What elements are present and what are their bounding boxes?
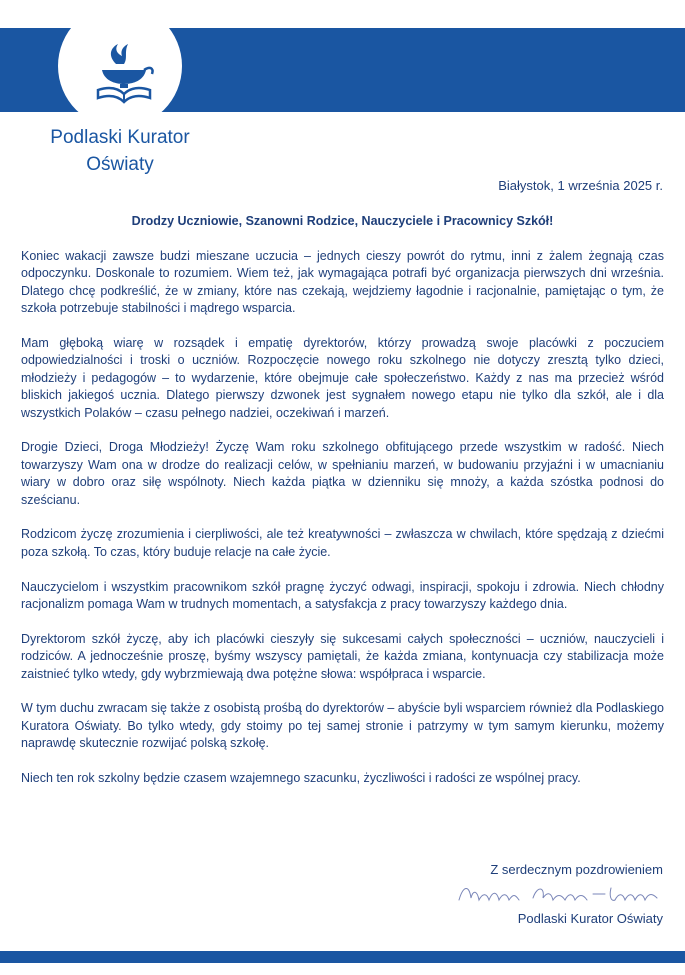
paragraph: Koniec wakacji zawsze budzi mieszane uczucia – jednych cieszy powrót do rytmu, inni z żalem żegnają czas odpoczynku. Doskonale to rozumiem. Wiem też, jak wymagająca potrafi być organizacja pierwszych dni września. Dlatego chcę podkreślić, że w zmiany, które nas czekają, wejdziemy łagodnie i racjonalnie, pamiętając o tym, że szkoła potrzebuje stabilności i mądrego wsparcia. <box>21 249 664 316</box>
logo <box>58 4 182 128</box>
letter-body <box>21 248 664 805</box>
paragraph: W tym duchu zwracam się także z osobistą prośbą do dyrektorów – abyście byli wsparciem również dla Podlaskiego Kuratora Oświaty. Bo tylko wtedy, gdy stoimy po tej samej stronie i patrzymy w tym samym kierunku, możemy naprawdę skutecznie rozwijać polską szkołę. <box>21 701 664 751</box>
paragraph: Dyrektorom szkół życzę, aby ich placówki cieszyły się sukcesami całych społeczności – uczniów, nauczycieli i rodziców. A jednocześnie proszę, byśmy wszyscy pamiętali, że każda zmiana, kontynuacja czy stabilizacja może zaistnieć tylko wtedy, gdy wybrzmiewają dwa potężne słowa: współpraca i wsparcie. <box>21 631 664 681</box>
paragraph: Drogie Dzieci, Droga Młodzieży! Życzę Wam roku szkolnego obfitującego przede wszystkim w radość. Niech towarzyszy Wam ona w drodze do realizacji celów, w spełnianiu marzeń, w budowaniu przyjaźni i w umacnianiu wiary w dobro oraz siłę wspólnoty. Niech każda piątka w dzienniku się mnoży, a każda szóstka podnosi do sześcianu. <box>21 440 664 507</box>
letter-date: Białystok, 1 września 2025 r. <box>498 178 663 193</box>
org-name <box>40 124 200 178</box>
closing: Z serdecznym pozdrowieniem <box>490 862 663 877</box>
org-name-line1: Podlaski Kurator <box>50 127 190 148</box>
paragraph: Nauczycielom i wszystkim pracownikom szkół pragnę życzyć odwagi, inspiracji, spokoju i zdrowia. Niech chłodny racjonalizm pomaga Wam w trudnych momentach, a satysfakcja z pracy towarzyszy każdego dnia. <box>21 579 664 612</box>
paragraph: Mam głęboką wiarę w rozsądek i empatię dyrektorów, którzy prowadzą swoje placówki z poczuciem odpowiedzialności i troski o uczniów. Rozpoczęcie nowego roku szkolnego nie dotyczy zresztą tylko dzieci, młodzieży i pedagogów – to wydarzenie, które obejmuje całe społeczeństwo. Każdy z nas ma przecież wśród bliskich jakiegoś ucznia. Dlatego pierwszy dzwonek jest sygnałem nowego etapu nie tylko dla szkół, ale i dla wszystkich Polaków – czasu pełnego nadziei, oczekiwań i marzeń. <box>21 336 664 420</box>
handwritten-signature <box>453 880 663 908</box>
paragraph: Rodzicom życzę zrozumienia i cierpliwości, ale też kreatywności – zwłaszcza w chwilach, które spędzają z dziećmi poza szkołą. To czas, który buduje relacje na całe życie. <box>21 527 664 559</box>
footer-band <box>0 951 685 963</box>
salutation: Drodzy Uczniowie, Szanowni Rodzice, Nauczyciele i Pracownicy Szkół! <box>131 214 554 228</box>
lamp-on-book-icon <box>58 4 182 128</box>
paragraph: Niech ten rok szkolny będzie czasem wzajemnego szacunku, życzliwości i radości ze wspólnej pracy. <box>21 771 581 786</box>
signer-title: Podlaski Kurator Oświaty <box>517 911 663 926</box>
org-name-line2: Oświaty <box>86 154 154 175</box>
